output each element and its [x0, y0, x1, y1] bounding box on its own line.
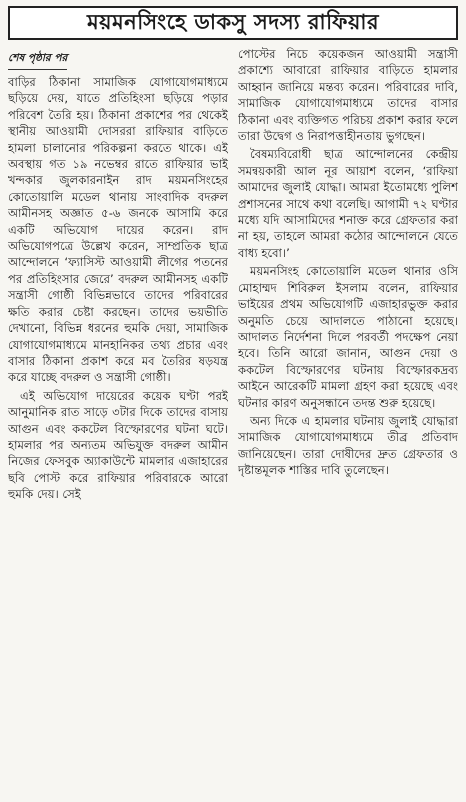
column-right — [238, 46, 458, 798]
headline: ময়মনসিংহে ডাকসু সদস্য রাফিয়ার — [8, 6, 458, 40]
continuation-kicker: শেষ পৃষ্ঠার পর — [8, 51, 67, 70]
paragraph: পোস্টের নিচে কয়েকজন আওয়ামী সন্ত্রাসী প্রকাশ্যে আবারো রাফিয়ার বাড়িতে হামলার আহ্বান জানিয়ে মন্তব্য করেন। পরিবারের দাবি, সামাজিক যোগাযোগমাধ্যমে তাদের বাসার ঠিকানা এবং ব্যক্তিগত পরিচয় প্রকাশ করার ফলে তারা উদ্বেগ ও নিরাপত্তাহীনতায় ভুগছেন। — [238, 47, 458, 144]
column-left — [8, 46, 228, 798]
paragraph: বাড়ির ঠিকানা সামাজিক যোগাযোগমাধ্যমে ছড়িয়ে দেয়, যাতে প্রতিহিংসা ছড়িয়ে পড়ার পরিবেশ তৈরি হয়। ঠিকানা প্রকাশের পর থেকেই স্থানীয় আওয়ামী দোসররা রাফিয়ার বাড়িতে হামলা চালানোর পরিকল্পনা করতে থাকে। এই অবস্থায় গত ১৯ নভেম্বর রাতে রাফিয়ার ভাই খন্দকার জুলকারনাইন রাদ ময়মনসিংহের কোতোয়ালি মডেল থানায় সাংবাদিক বদরুল আমীনসহ অজ্ঞাত ৫-৬ জনকে আসামি করে একটি অভিযোগ দায়ের করেন। রাদ অভিযোগপত্রে উল্লেখ করেন, সাম্প্রতিক ছাত্র আন্দোলনে ‘ফ্যাসিস্ট আওয়ামী লীগের পতনের পর প্রতিহিংসার জেরে’ বদরুল আমীনসহ একটি সন্ত্রাসী গোষ্ঠী বিভিন্নভাবে তাদের পরিবারের ক্ষতি করার চেষ্টা করছেন। তাদের ভয়ভীতি দেখানো, বিভিন্ন ধরনের হুমকি দেয়া, সামাজিক যোগাযোগমাধ্যমে মানহানিকর তথ্য প্রচার এবং বাসার ঠিকানা প্রকাশ করে মব তৈরির ষড়যন্ত্র করে যাচ্ছে বদরুল ও সন্ত্রাসী গোষ্ঠী। — [8, 75, 228, 385]
paragraph: ময়মনসিংহ কোতোয়ালি মডেল থানার ওসি মোহাম্মদ শিবিরুল ইসলাম বলেন, রাফিয়ার ভাইয়ের প্রথম অভিযোগটি এজাহারভুক্ত করার অনুমতি চেয়ে আদালতে পাঠানো হয়েছে। আদালত নির্দেশনা দিলে পরবর্তী পদক্ষেপ নেয়া হবে। তিনি আরো জানান, আগুন দেয়া ও ককটেল বিস্ফোরণের ঘটনায় বিস্ফোরকদ্রব্য আইনে আরেকটি মামলা গ্রহণ করা হয়েছে এবং ঘটনার কারণ অনুসন্ধানে তদন্ত শুরু হয়েছে। — [238, 264, 458, 410]
paragraph: এই অভিযোগ দায়েরের কয়েক ঘণ্টা পরই আনুমানিক রাত সাড়ে ৩টার দিকে তাদের বাসায় আগুন এবং ককটেল বিস্ফোরণের ঘটনা ঘটে। হামলার পর অন্যতম অভিযুক্ত বদরুল আমীন নিজের ফেসবুক অ্যাকাউন্টে মামলার এজাহারের ছবি পোস্ট করে রাফিয়ার পরিবারকে আরো হুমকি দেয়। সেই — [8, 388, 228, 502]
article-body — [8, 46, 458, 798]
paragraph: অন্য দিকে এ হামলার ঘটনায় জুলাই যোদ্ধারা সামাজিক যোগাযোগমাধ্যমে তীব্র প্রতিবাদ জানিয়েছেন। তারা দোষীদের দ্রুত গ্রেফতার ও দৃষ্টান্তমূলক শাস্তির দাবি তুলেছেন। — [238, 413, 458, 478]
paragraph: বৈষম্যবিরোধী ছাত্র আন্দোলনের কেন্দ্রীয় সমন্বয়কারী আল নূর আয়াশ বলেন, ‘রাফিয়া আমাদের জুলাই যোদ্ধা। আমরা ইতোমধ্যে পুলিশ প্রশাসনের সাথে কথা বলেছি। আগামী ৭২ ঘণ্টার মধ্যে যদি আসামিদের শনাক্ত করে গ্রেফতার করা না হয়, তাহলে আমরা কঠোর আন্দোলনে যেতে বাধ্য হবো।’ — [238, 147, 458, 260]
